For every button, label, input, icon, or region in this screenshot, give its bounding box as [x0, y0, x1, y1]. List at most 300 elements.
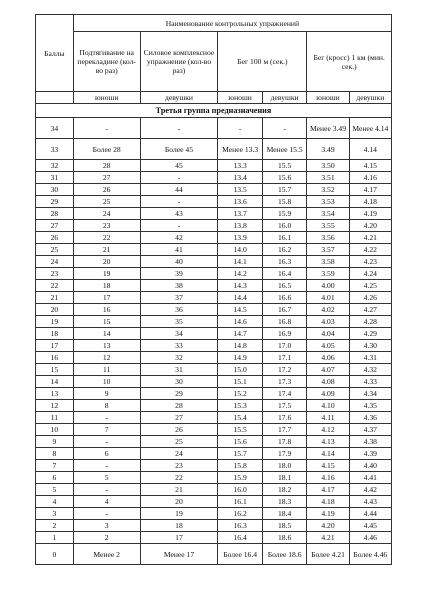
run1km-girls-cell: 4.39 [349, 448, 391, 460]
run1km-boys-cell: 4.18 [307, 496, 349, 508]
run100-boys-cell: 13.4 [218, 172, 262, 184]
points-cell: 0 [36, 544, 74, 565]
pullups-cell: - [73, 484, 140, 496]
run1km-girls-cell: 4.16 [349, 172, 391, 184]
run1km-boys-cell: 3.57 [307, 244, 349, 256]
run1km-boys-cell: 4.10 [307, 400, 349, 412]
run100-boys-cell: 15.5 [218, 424, 262, 436]
points-cell: 15 [36, 364, 74, 376]
table-row [36, 400, 392, 412]
table-row [36, 220, 392, 232]
run1km-boys-cell: 4.11 [307, 412, 349, 424]
gender-girls-run1km: девушки [349, 92, 391, 104]
points-cell: 30 [36, 184, 74, 196]
run1km-boys-cell: 4.16 [307, 472, 349, 484]
run1km-girls-cell: 4.15 [349, 160, 391, 172]
run1km-boys-cell: 4.04 [307, 328, 349, 340]
run1km-girls-cell: 4.38 [349, 436, 391, 448]
strength-cell: - [140, 118, 218, 139]
run1km-boys-cell: Менее 3.49 [307, 118, 349, 139]
run100-girls-cell: 18.1 [262, 472, 306, 484]
run100-girls-cell: 17.4 [262, 388, 306, 400]
strength-cell: 22 [140, 472, 218, 484]
points-cell: 26 [36, 232, 74, 244]
table-row [36, 160, 392, 172]
run1km-boys-cell: 4.20 [307, 520, 349, 532]
run100-boys-cell: 14.3 [218, 280, 262, 292]
run1km-boys-cell: 4.09 [307, 388, 349, 400]
pullups-cell: 25 [73, 196, 140, 208]
run100-boys-cell: 15.1 [218, 376, 262, 388]
run100-boys-cell: 14.7 [218, 328, 262, 340]
points-cell: 33 [36, 139, 74, 160]
strength-cell: 35 [140, 316, 218, 328]
run1km-girls-cell: 4.23 [349, 256, 391, 268]
strength-cell: - [140, 172, 218, 184]
run1km-girls-cell: 4.14 [349, 139, 391, 160]
table-row [36, 424, 392, 436]
run1km-boys-cell: 3.52 [307, 184, 349, 196]
table-row [36, 496, 392, 508]
strength-cell: 17 [140, 532, 218, 544]
run1km-boys-cell: 4.02 [307, 304, 349, 316]
run100-boys-cell: 14.8 [218, 340, 262, 352]
table-row [36, 280, 392, 292]
strength-cell: 41 [140, 244, 218, 256]
run100-boys-cell: 14.5 [218, 304, 262, 316]
pullups-cell: 13 [73, 340, 140, 352]
exercises-title: Наименование контрольных упражнений [73, 15, 391, 32]
points-cell: 21 [36, 292, 74, 304]
strength-cell: 40 [140, 256, 218, 268]
pullups-cell: 18 [73, 280, 140, 292]
strength-cell: 31 [140, 364, 218, 376]
pullups-cell: 19 [73, 268, 140, 280]
run1km-girls-cell: 4.46 [349, 532, 391, 544]
run1km-boys-cell: 3.55 [307, 220, 349, 232]
run100-boys-cell: 15.6 [218, 436, 262, 448]
points-cell: 34 [36, 118, 74, 139]
pullups-cell: - [73, 436, 140, 448]
run100-girls-cell: 16.1 [262, 232, 306, 244]
strength-cell: 37 [140, 292, 218, 304]
table-row [36, 244, 392, 256]
table-row [36, 448, 392, 460]
run1km-girls-cell: 4.30 [349, 340, 391, 352]
points-cell: 17 [36, 340, 74, 352]
pullups-cell: 17 [73, 292, 140, 304]
run100-girls-cell: 18.6 [262, 532, 306, 544]
run100-girls-cell: 16.7 [262, 304, 306, 316]
pullups-cell: 21 [73, 244, 140, 256]
points-cell: 22 [36, 280, 74, 292]
run100-girls-cell: 18.5 [262, 520, 306, 532]
group-title: Третья группа предназначения [36, 104, 392, 118]
table-row [36, 316, 392, 328]
table-row [36, 460, 392, 472]
run100-girls-cell: 16.9 [262, 328, 306, 340]
strength-cell: 33 [140, 340, 218, 352]
run100-boys-cell: 15.7 [218, 448, 262, 460]
run1km-boys-cell: 4.03 [307, 316, 349, 328]
run1km-girls-cell: 4.17 [349, 184, 391, 196]
pullups-cell: Менее 2 [73, 544, 140, 565]
points-cell: 29 [36, 196, 74, 208]
run1km-girls-cell: Более 4.46 [349, 544, 391, 565]
pullups-cell: 16 [73, 304, 140, 316]
strength-cell: 26 [140, 424, 218, 436]
table-row [36, 532, 392, 544]
points-cell: 12 [36, 400, 74, 412]
table-row [36, 232, 392, 244]
points-cell: 4 [36, 496, 74, 508]
run100-boys-cell: 13.7 [218, 208, 262, 220]
points-cell: 20 [36, 304, 74, 316]
run100-girls-cell: Более 18.6 [262, 544, 306, 565]
points-cell: 25 [36, 244, 74, 256]
run100-girls-cell: 15.8 [262, 196, 306, 208]
points-cell: 16 [36, 352, 74, 364]
table-row [36, 118, 392, 139]
run1km-girls-cell: 4.25 [349, 280, 391, 292]
pullups-cell: 9 [73, 388, 140, 400]
run1km-header: Бег (кросс) 1 км (мин. сек.) [307, 32, 392, 92]
run1km-boys-cell: 3.56 [307, 232, 349, 244]
points-cell: 6 [36, 472, 74, 484]
table-row [36, 196, 392, 208]
strength-cell: Более 45 [140, 139, 218, 160]
run100-boys-cell: 13.3 [218, 160, 262, 172]
run1km-boys-cell: 4.12 [307, 424, 349, 436]
run1km-girls-cell: 4.21 [349, 232, 391, 244]
run1km-boys-cell: Более 4.21 [307, 544, 349, 565]
run100-boys-cell: 15.2 [218, 388, 262, 400]
run100-girls-cell: 17.5 [262, 400, 306, 412]
run100-boys-cell: 15.4 [218, 412, 262, 424]
run1km-girls-cell: 4.22 [349, 244, 391, 256]
run100-girls-cell: - [262, 118, 306, 139]
table-row [36, 436, 392, 448]
run100-girls-cell: 16.5 [262, 280, 306, 292]
run1km-boys-cell: 3.59 [307, 268, 349, 280]
strength-header [140, 32, 218, 92]
table-row [36, 364, 392, 376]
points-cell: 1 [36, 532, 74, 544]
run100-girls-cell: 16.8 [262, 316, 306, 328]
strength-cell: 32 [140, 352, 218, 364]
run1km-boys-cell: 3.53 [307, 196, 349, 208]
run1km-girls-cell: 4.19 [349, 208, 391, 220]
pullups-cell: 28 [73, 160, 140, 172]
header-row-gender [36, 92, 392, 104]
strength-cell: 38 [140, 280, 218, 292]
run1km-girls-cell: 4.37 [349, 424, 391, 436]
pullups-cell: 23 [73, 220, 140, 232]
table-row [36, 139, 392, 160]
strength-cell: 34 [140, 328, 218, 340]
run1km-girls-cell: 4.34 [349, 388, 391, 400]
run100-boys-cell: 14.6 [218, 316, 262, 328]
run100-boys-cell: 15.9 [218, 472, 262, 484]
run100-girls-cell: Менее 15.5 [262, 139, 306, 160]
points-cell: 9 [36, 436, 74, 448]
points-header: Баллы [36, 15, 74, 92]
run1km-girls-cell: 4.33 [349, 376, 391, 388]
run1km-girls-cell: 4.36 [349, 412, 391, 424]
run100-girls-cell: 16.4 [262, 268, 306, 280]
run100-boys-cell: 13.8 [218, 220, 262, 232]
run100-girls-cell: 16.3 [262, 256, 306, 268]
table-row [36, 184, 392, 196]
run1km-boys-cell: 4.15 [307, 460, 349, 472]
run1km-girls-cell: 4.35 [349, 400, 391, 412]
run100-girls-cell: 15.7 [262, 184, 306, 196]
table-row [36, 472, 392, 484]
points-cell: 14 [36, 376, 74, 388]
strength-cell: 29 [140, 388, 218, 400]
points-cell: 27 [36, 220, 74, 232]
table-row [36, 376, 392, 388]
group-row [36, 104, 392, 118]
strength-cell: 45 [140, 160, 218, 172]
strength-cell: - [140, 196, 218, 208]
points-cell: 7 [36, 460, 74, 472]
gender-girls-run100: девушки [262, 92, 306, 104]
run100-girls-cell: 18.3 [262, 496, 306, 508]
run100-girls-cell: 17.8 [262, 436, 306, 448]
strength-cell: 25 [140, 436, 218, 448]
points-cell: 8 [36, 448, 74, 460]
points-cell: 5 [36, 484, 74, 496]
table-row [36, 292, 392, 304]
table-row [36, 388, 392, 400]
strength-cell: 39 [140, 268, 218, 280]
strength-cell: 27 [140, 412, 218, 424]
run1km-girls-cell: 4.43 [349, 496, 391, 508]
table-row [36, 328, 392, 340]
strength-cell: 20 [140, 496, 218, 508]
run1km-boys-cell: 4.13 [307, 436, 349, 448]
run1km-boys-cell: 4.08 [307, 376, 349, 388]
run100-boys-cell: 16.4 [218, 532, 262, 544]
strength-cell: 24 [140, 448, 218, 460]
run100-boys-cell: 15.3 [218, 400, 262, 412]
pullups-cell: 26 [73, 184, 140, 196]
run100-boys-cell: 14.4 [218, 292, 262, 304]
run100-girls-cell: 15.9 [262, 208, 306, 220]
run100-boys-cell: 16.2 [218, 508, 262, 520]
table-row [36, 520, 392, 532]
run100-girls-cell: 17.2 [262, 364, 306, 376]
points-cell: 23 [36, 268, 74, 280]
pullups-cell: 15 [73, 316, 140, 328]
points-cell: 28 [36, 208, 74, 220]
run100-girls-cell: 15.5 [262, 160, 306, 172]
run100-girls-cell: 15.6 [262, 172, 306, 184]
run100-boys-cell: 16.3 [218, 520, 262, 532]
run100-boys-cell: 14.2 [218, 268, 262, 280]
pullups-cell: Более 28 [73, 139, 140, 160]
pullups-cell: 20 [73, 256, 140, 268]
run1km-boys-cell: 4.14 [307, 448, 349, 460]
run100-boys-cell: Более 16.4 [218, 544, 262, 565]
points-cell: 19 [36, 316, 74, 328]
pullups-cell: 24 [73, 208, 140, 220]
pullups-cell: 27 [73, 172, 140, 184]
header-row-top [36, 15, 392, 32]
pullups-cell: 14 [73, 328, 140, 340]
run1km-girls-cell: Менее 4.14 [349, 118, 391, 139]
strength-cell: 19 [140, 508, 218, 520]
run1km-girls-cell: 4.44 [349, 508, 391, 520]
run1km-girls-cell: 4.40 [349, 460, 391, 472]
run100-girls-cell: 18.4 [262, 508, 306, 520]
pullups-cell: - [73, 118, 140, 139]
gender-boys-pullups: юноши [73, 92, 140, 104]
points-cell: 13 [36, 388, 74, 400]
pullups-cell: - [73, 508, 140, 520]
strength-cell: 28 [140, 400, 218, 412]
run100-girls-cell: 17.7 [262, 424, 306, 436]
run1km-girls-cell: 4.28 [349, 316, 391, 328]
run1km-boys-cell: 4.07 [307, 364, 349, 376]
strength-cell: 43 [140, 208, 218, 220]
run1km-boys-cell: 3.50 [307, 160, 349, 172]
run100-girls-cell: 17.9 [262, 448, 306, 460]
pullups-cell: 5 [73, 472, 140, 484]
points-cell: 24 [36, 256, 74, 268]
run1km-girls-cell: 4.45 [349, 520, 391, 532]
pullups-cell: 7 [73, 424, 140, 436]
table-row [36, 208, 392, 220]
gender-boys-run1km: юноши [307, 92, 349, 104]
run100-boys-cell: Менее 13.3 [218, 139, 262, 160]
points-cell: 11 [36, 412, 74, 424]
run1km-girls-cell: 4.41 [349, 472, 391, 484]
run1km-boys-cell: 4.00 [307, 280, 349, 292]
pullups-cell: 4 [73, 496, 140, 508]
points-cell: 2 [36, 520, 74, 532]
pullups-cell: 10 [73, 376, 140, 388]
table-row [36, 484, 392, 496]
run1km-girls-cell: 4.32 [349, 364, 391, 376]
run100-girls-cell: 18.2 [262, 484, 306, 496]
pullups-cell: 22 [73, 232, 140, 244]
strength-cell: 44 [140, 184, 218, 196]
run100-girls-cell: 16.0 [262, 220, 306, 232]
run100-boys-cell: 13.9 [218, 232, 262, 244]
points-cell: 18 [36, 328, 74, 340]
pullups-cell: 2 [73, 532, 140, 544]
run100-boys-cell: 14.9 [218, 352, 262, 364]
strength-cell: 18 [140, 520, 218, 532]
table-row [36, 340, 392, 352]
run100-girls-cell: 16.2 [262, 244, 306, 256]
run100-boys-cell: 15.0 [218, 364, 262, 376]
run1km-boys-cell: 4.19 [307, 508, 349, 520]
run1km-girls-cell: 4.42 [349, 484, 391, 496]
pullups-cell: 12 [73, 352, 140, 364]
pullups-header [73, 32, 140, 92]
run1km-boys-cell: 4.17 [307, 484, 349, 496]
pullups-cell: 6 [73, 448, 140, 460]
points-cell: 3 [36, 508, 74, 520]
strength-cell: 42 [140, 232, 218, 244]
table-row [36, 544, 392, 565]
run1km-girls-cell: 4.27 [349, 304, 391, 316]
run100-girls-cell: 17.6 [262, 412, 306, 424]
strength-cell: - [140, 220, 218, 232]
run1km-girls-cell: 4.24 [349, 268, 391, 280]
run100-boys-cell: 15.8 [218, 460, 262, 472]
pullups-cell: 3 [73, 520, 140, 532]
table-row [36, 268, 392, 280]
pullups-header-text: Подтягивание на перекладине (кол-во раз) [77, 48, 136, 75]
table-row [36, 256, 392, 268]
run1km-boys-cell: 3.51 [307, 172, 349, 184]
pullups-cell: - [73, 412, 140, 424]
run100-boys-cell: 13.6 [218, 196, 262, 208]
table-row [36, 304, 392, 316]
pullups-cell: 8 [73, 400, 140, 412]
run1km-boys-cell: 3.49 [307, 139, 349, 160]
run100-boys-cell: 14.0 [218, 244, 262, 256]
header-row-exercises [36, 32, 392, 92]
run100-boys-cell: 14.1 [218, 256, 262, 268]
run1km-girls-cell: 4.31 [349, 352, 391, 364]
strength-cell: 21 [140, 484, 218, 496]
table-body [36, 118, 392, 565]
table-row [36, 412, 392, 424]
run100-header: Бег 100 м (сек.) [218, 32, 307, 92]
run1km-boys-cell: 4.05 [307, 340, 349, 352]
run100-boys-cell: 16.1 [218, 496, 262, 508]
gender-points-cell [36, 92, 74, 104]
run100-girls-cell: 17.3 [262, 376, 306, 388]
table-row [36, 172, 392, 184]
norms-table [35, 14, 392, 565]
run100-boys-cell: - [218, 118, 262, 139]
strength-header-text: Силовое комплексное упражнение (кол-во раз) [143, 48, 215, 75]
run1km-girls-cell: 4.20 [349, 220, 391, 232]
run1km-girls-cell: 4.18 [349, 196, 391, 208]
run1km-boys-cell: 4.06 [307, 352, 349, 364]
run1km-boys-cell: 3.58 [307, 256, 349, 268]
points-cell: 10 [36, 424, 74, 436]
run100-girls-cell: 18.0 [262, 460, 306, 472]
run1km-boys-cell: 4.01 [307, 292, 349, 304]
points-cell: 31 [36, 172, 74, 184]
gender-boys-run100: юноши [218, 92, 262, 104]
strength-cell: 30 [140, 376, 218, 388]
pullups-cell: - [73, 460, 140, 472]
pullups-cell: 11 [73, 364, 140, 376]
gender-girls-strength: девушки [140, 92, 218, 104]
strength-cell: 23 [140, 460, 218, 472]
run100-girls-cell: 17.1 [262, 352, 306, 364]
run100-girls-cell: 16.6 [262, 292, 306, 304]
table-row [36, 508, 392, 520]
run1km-boys-cell: 3.54 [307, 208, 349, 220]
table-row [36, 352, 392, 364]
run1km-girls-cell: 4.26 [349, 292, 391, 304]
run100-boys-cell: 13.5 [218, 184, 262, 196]
run1km-boys-cell: 4.21 [307, 532, 349, 544]
points-cell: 32 [36, 160, 74, 172]
run1km-girls-cell: 4.29 [349, 328, 391, 340]
strength-cell: Менее 17 [140, 544, 218, 565]
run100-boys-cell: 16.0 [218, 484, 262, 496]
